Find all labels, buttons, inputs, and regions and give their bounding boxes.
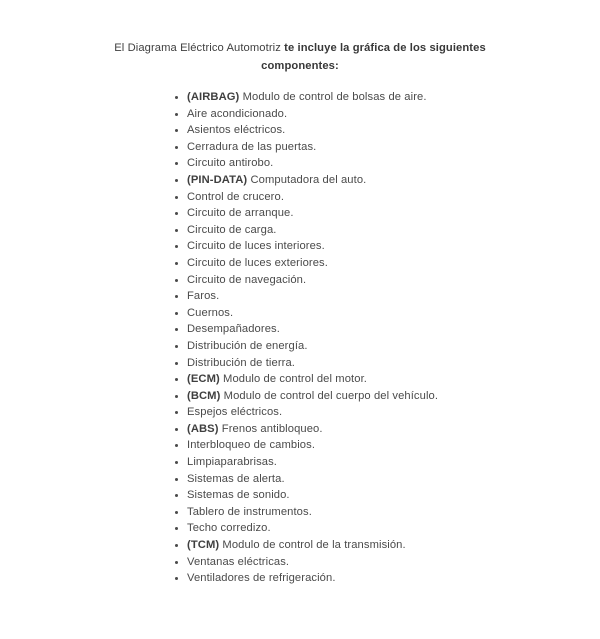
list-item-text: Aire acondicionado.: [187, 107, 288, 120]
title-regular-text: El Diagrama Eléctrico Automotriz: [114, 42, 281, 54]
list-item-text: Circuito de luces exteriores.: [187, 256, 328, 269]
list-item-text: Circuito de luces interiores.: [187, 240, 325, 253]
list-item: [187, 570, 600, 587]
list-item-acronym: (BCM): [187, 389, 221, 402]
list-item-text: Circuito de carga.: [187, 223, 277, 236]
list-item-text: Computadora del auto.: [247, 173, 367, 186]
list-item: [187, 520, 600, 537]
list-item-text: Cuernos.: [187, 306, 234, 319]
list-item-text: Sistemas de sonido.: [187, 489, 290, 502]
list-item: [187, 504, 600, 521]
list-item-text: Circuito de navegación.: [187, 273, 307, 286]
list-item-text: Distribución de tierra.: [187, 356, 296, 369]
list-item: [187, 205, 600, 222]
list-item-acronym: (PIN-DATA): [187, 173, 248, 186]
list-item: [187, 454, 600, 471]
list-item-text: Modulo de control de bolsas de aire.: [239, 91, 427, 103]
list-item: [187, 272, 600, 289]
list-item-text: Modulo de control de la transmisión.: [219, 539, 406, 552]
list-item: [187, 222, 600, 239]
list-item-text: Tablero de instrumentos.: [187, 505, 312, 518]
list-item: [187, 321, 600, 338]
list-item-acronym: (AIRBAG): [187, 91, 240, 103]
list-item: [187, 155, 600, 172]
list-item-text: Circuito antirobo.: [187, 157, 274, 170]
list-item: [187, 238, 600, 255]
list-item-text: Modulo de control del motor.: [219, 373, 367, 386]
list-item: [187, 388, 600, 405]
list-item-acronym: (ABS): [187, 422, 219, 435]
list-item-text: Faros.: [187, 290, 220, 303]
list-item: [187, 371, 600, 388]
list-item: [187, 338, 600, 355]
list-item: [187, 437, 600, 454]
list-item-text: Espejos eléctricos.: [187, 406, 283, 419]
list-item: [187, 89, 600, 106]
list-item: [187, 139, 600, 156]
list-item: [187, 355, 600, 372]
list-item: [187, 172, 600, 189]
list-item-text: Frenos antibloqueo.: [218, 422, 323, 435]
list-item-text: Control de crucero.: [187, 190, 285, 203]
page-title: [110, 39, 490, 75]
list-item-acronym: (TCM): [187, 539, 220, 552]
list-item: [187, 122, 600, 139]
list-item-text: Distribución de energía.: [187, 339, 308, 352]
component-list: [0, 89, 600, 587]
list-item-text: Cerradura de las puertas.: [187, 140, 317, 153]
list-item: [187, 255, 600, 272]
list-item-text: Techo corredizo.: [187, 522, 271, 535]
list-item-text: Interbloqueo de cambios.: [187, 439, 316, 452]
list-item-text: Circuito de arranque.: [187, 207, 294, 220]
list-item: [187, 471, 600, 488]
list-item: [187, 554, 600, 571]
list-item-text: Sistemas de alerta.: [187, 472, 285, 485]
list-item-text: Modulo de control del cuerpo del vehículo.: [220, 389, 439, 402]
list-item: [187, 537, 600, 554]
list-item-text: Ventiladores de refrigeración.: [187, 572, 336, 585]
title-bold-text: te incluye la gráfica de los siguientes componentes:: [261, 42, 486, 72]
list-item: [187, 189, 600, 206]
list-item: [187, 106, 600, 123]
document-page: [0, 39, 600, 639]
list-item: [187, 305, 600, 322]
list-item: [187, 288, 600, 305]
list-item: [187, 421, 600, 438]
list-item-text: Desempañadores.: [187, 323, 280, 336]
list-item-text: Limpiaparabrisas.: [187, 456, 277, 469]
list-item: [187, 404, 600, 421]
list-item-text: Asientos eléctricos.: [187, 124, 286, 137]
list-item-acronym: (ECM): [187, 373, 220, 386]
list-item: [187, 487, 600, 504]
list-item-text: Ventanas eléctricas.: [187, 555, 290, 568]
